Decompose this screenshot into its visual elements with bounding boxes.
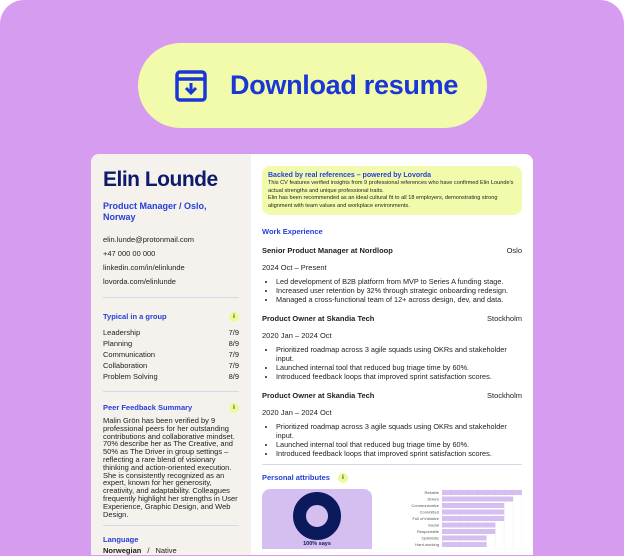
language-level: Native bbox=[155, 546, 177, 556]
group-trait-row bbox=[103, 338, 239, 349]
job-title: Product Owner at Skandia Tech bbox=[262, 391, 375, 401]
trait-score: 7/9 bbox=[228, 350, 239, 359]
job-bullet: • Managed a cross-functional team of 12+ across design, dev, and data. bbox=[276, 295, 522, 304]
lovorda-link[interactable]: lovorda.com/elinlunde bbox=[103, 277, 176, 286]
trait-label: Leadership bbox=[103, 328, 141, 337]
info-icon[interactable]: i bbox=[338, 473, 348, 483]
job-bullet: • Prioritized roadmap across 3 agile squads using OKRs and stakeholder input. bbox=[276, 345, 522, 363]
donut-chart bbox=[262, 489, 372, 549]
banner-title: Backed by real references – powered by Lovorda bbox=[268, 172, 432, 179]
peer-title: Peer Feedback Summary bbox=[103, 403, 193, 412]
bar bbox=[442, 510, 504, 515]
trait-score: 7/9 bbox=[228, 361, 239, 370]
bar-label: Responsible bbox=[416, 529, 439, 535]
bar bbox=[442, 523, 495, 528]
email[interactable]: elin.lunde@protonmail.com bbox=[103, 235, 194, 244]
attributes-bar-chart bbox=[372, 489, 522, 549]
group-trait-row bbox=[103, 327, 239, 338]
divider bbox=[103, 391, 239, 392]
download-resume-button[interactable] bbox=[138, 43, 487, 128]
candidate-name: Elin Lounde bbox=[103, 168, 218, 191]
download-label: Download resume bbox=[230, 70, 459, 100]
job-bullet: • Launched internal tool that reduced bug triage time by 60%. bbox=[276, 440, 522, 449]
job-bullet: • Increased user retention by 32% through strategic onboarding redesign. bbox=[276, 286, 522, 295]
bar bbox=[442, 497, 513, 502]
bar bbox=[442, 536, 486, 541]
phone[interactable]: +47 000 00 000 bbox=[103, 249, 156, 258]
trait-label: Planning bbox=[103, 339, 133, 348]
attributes-title: Personal attributes bbox=[262, 473, 330, 483]
resume-card bbox=[91, 154, 533, 555]
language-title: Language bbox=[103, 535, 139, 545]
trait-score: 8/9 bbox=[228, 372, 239, 381]
banner-line: Elin has been recommended as an ideal cultural fit to all 18 employers, demonstrating strong alignment with team values and workplace environments. bbox=[268, 195, 498, 209]
language-name: Norwegian bbox=[103, 546, 142, 556]
job-date: 2020 Jan – 2024 Oct bbox=[262, 408, 332, 418]
info-icon[interactable]: i bbox=[229, 312, 239, 322]
bar-label: Hard-working bbox=[415, 542, 439, 548]
bar-label: Social bbox=[428, 522, 439, 528]
job-location: Stockholm bbox=[486, 391, 522, 401]
job-bullet: • Introduced feedback loops that improved sprint satisfaction scores. bbox=[276, 449, 522, 458]
bar bbox=[442, 516, 504, 521]
job-location: Stockholm bbox=[486, 314, 522, 324]
job-location: Oslo bbox=[506, 246, 522, 256]
job-date: 2024 Oct – Present bbox=[262, 263, 327, 273]
job-bullet: • Launched internal tool that reduced bug triage time by 60%. bbox=[276, 363, 522, 372]
download-box-icon bbox=[174, 69, 208, 103]
divider bbox=[262, 464, 522, 465]
work-title: Work Experience bbox=[262, 227, 323, 237]
trait-label: Collaboration bbox=[103, 361, 148, 370]
bar-label: Optimistic bbox=[421, 535, 439, 541]
divider bbox=[103, 525, 239, 526]
bar-label: Full of initiative bbox=[412, 516, 439, 522]
main-content bbox=[251, 154, 533, 555]
trait-score: 8/9 bbox=[228, 339, 239, 348]
bar bbox=[442, 542, 486, 547]
job-bullet: • Led development of B2B platform from MVP to Series A funding stage. bbox=[276, 277, 522, 286]
divider bbox=[103, 297, 239, 298]
trait-label: Problem Solving bbox=[103, 372, 158, 381]
job-bullet: • Introduced feedback loops that improved sprint satisfaction scores. bbox=[276, 372, 522, 381]
job-title: Senior Product Manager at Nordloop bbox=[262, 246, 393, 256]
peer-summary: Malin Grön has been verified by 9 professional peers for her outstanding contributions and collaborative mindset. 70% describe her as The Creative, and 50% as The Driver in group settings – reflecting a rare blend of visionary thinking and action-oriented execution. She is consistently recognized as an expert, known for her generosity, creativity, and adaptability. Colleagues frequently highlight her strengths in User Experience, Graphic Design, and Web Design. bbox=[103, 416, 238, 519]
group-title: Typical in a group bbox=[103, 312, 167, 321]
group-trait-row bbox=[103, 360, 239, 371]
bar-label: Committed bbox=[419, 509, 439, 515]
references-banner bbox=[262, 166, 522, 215]
bar-label: Reliable bbox=[424, 490, 439, 496]
bar bbox=[442, 503, 504, 508]
job-entry bbox=[262, 246, 522, 304]
job-date: 2020 Jan – 2024 Oct bbox=[262, 331, 332, 341]
job-entry bbox=[262, 391, 522, 458]
info-icon[interactable]: i bbox=[229, 403, 239, 413]
bar-label: Driven bbox=[427, 496, 439, 502]
trait-label: Communication bbox=[103, 350, 156, 359]
linkedin-link[interactable]: linkedin.com/in/elinlunde bbox=[103, 263, 185, 272]
banner-line: This CV features verified insights from 9 professional references who have confirmed Elin Lounde's actual strengths and unique professional traits. bbox=[268, 180, 514, 194]
trait-score: 7/9 bbox=[228, 328, 239, 337]
bar bbox=[442, 490, 522, 495]
sidebar: Elin Lounde Product Manager / Oslo, Norway elin.lunde@protonmail.com +47 000 00 000 linkedin.com/in/elinlunde lovorda.com/elinlunde Typical in a group i Leadership 7/9 Planning 8/9 Communication 7/9 Collaboration 7/9 Problem Solving 8/9 Peer Feedback Summary i Malin Grön has been verified by 9 professional peers for her outstanding contributions and collaborative mindset. 70% describe her as The Creative, and 50% as The Driver in group settings – reflecting a rare blend of visionary thinking and action-oriented execution. She is consistently recognized as an expert, known for her generosity, creativity, and adaptability. Colleagues frequently highlight her strengths in User Experience, Graphic Design, and Web Design. Language Norwegian / Native bbox=[91, 154, 251, 555]
job-bullet: • Prioritized roadmap across 3 agile squads using OKRs and stakeholder input. bbox=[276, 422, 522, 440]
bar-label: Communicative bbox=[411, 503, 439, 509]
donut-label: 100% says bbox=[303, 541, 331, 548]
candidate-role: Product Manager / Oslo, Norway bbox=[103, 201, 207, 222]
job-title: Product Owner at Skandia Tech bbox=[262, 314, 375, 324]
group-trait-row bbox=[103, 371, 239, 382]
donut-ring bbox=[293, 492, 341, 540]
job-entry bbox=[262, 314, 522, 381]
bar bbox=[442, 529, 495, 534]
group-trait-row bbox=[103, 349, 239, 360]
